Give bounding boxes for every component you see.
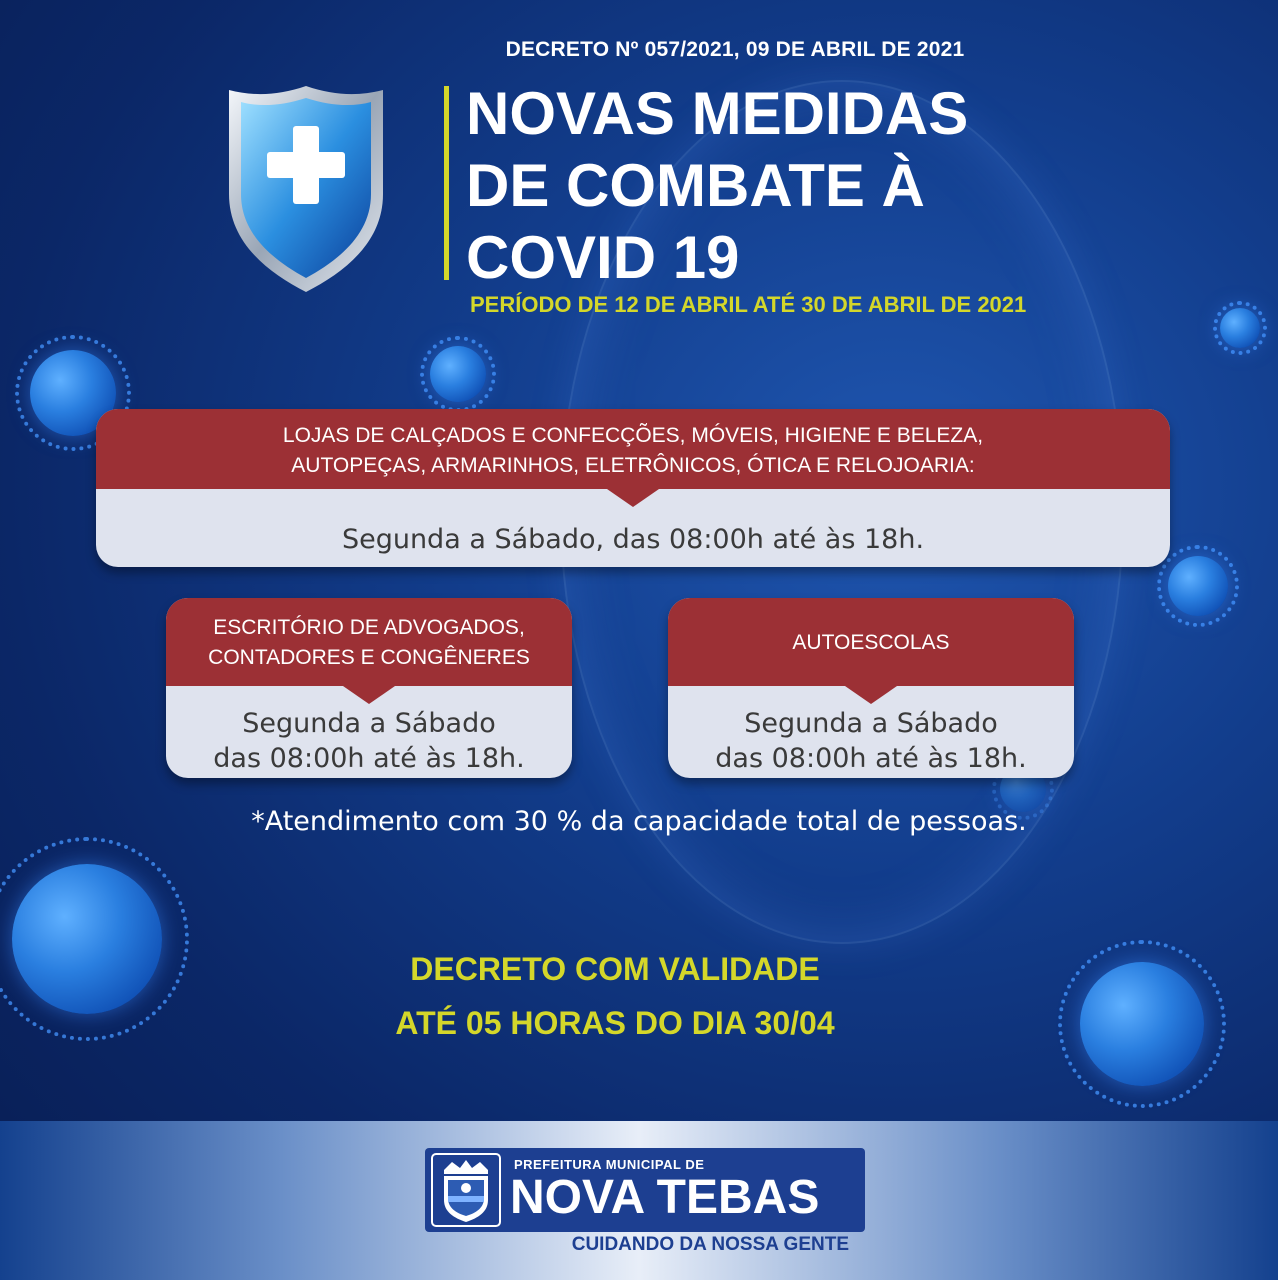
card-heading-line: AUTOESCOLAS	[792, 631, 950, 654]
validity-line: ATÉ 05 HORAS DO DIA 30/04	[395, 1005, 835, 1041]
virus-icon	[1080, 962, 1204, 1086]
card-schedule-line: das 08:00h até às 18h.	[715, 743, 1027, 774]
card-heading-line: AUTOPEÇAS, ARMARINHOS, ELETRÔNICOS, ÓTICA E RELOJOARIA:	[291, 454, 975, 477]
validity-line: DECRETO COM VALIDADE	[410, 951, 820, 987]
period-text: PERÍODO DE 12 DE ABRIL ATÉ 30 DE ABRIL DE 2021	[470, 292, 1027, 317]
org-name: NOVA TEBAS	[510, 1171, 820, 1224]
card-notch	[845, 686, 897, 704]
municipal-crest-icon	[430, 1152, 502, 1228]
card-heading	[96, 409, 1170, 489]
offices-schedule-card	[166, 598, 572, 778]
title-line: COVID 19	[466, 224, 740, 291]
virus-icon	[1168, 556, 1228, 616]
capacity-footnote: *Atendimento com 30 % da capacidade total de pessoas.	[251, 806, 1027, 837]
card-schedule: Segunda a Sábado, das 08:00h até às 18h.	[341, 524, 925, 555]
decree-number: DECRETO Nº 057/2021, 09 DE ABRIL DE 2021	[505, 38, 965, 61]
virus-icon	[12, 864, 162, 1014]
title-accent-bar	[444, 86, 449, 280]
org-prefix: PREFEITURA MUNICIPAL DE	[514, 1157, 705, 1172]
card-notch	[607, 489, 659, 507]
title-line: DE COMBATE À	[466, 152, 925, 219]
shield-plus-icon	[225, 82, 387, 296]
card-heading	[668, 598, 1074, 686]
virus-icon	[1220, 308, 1260, 348]
card-heading	[166, 598, 572, 686]
card-notch	[343, 686, 395, 704]
card-schedule-line: Segunda a Sábado	[744, 708, 998, 739]
card-schedule-line: Segunda a Sábado	[242, 708, 496, 739]
virus-icon	[430, 346, 486, 402]
card-heading-line: ESCRITÓRIO DE ADVOGADOS,	[213, 616, 525, 639]
org-tagline: CUIDANDO DA NOSSA GENTE	[571, 1234, 849, 1255]
validity-notice	[300, 942, 930, 1050]
driving-schools-schedule-card	[668, 598, 1074, 778]
card-schedule-line: das 08:00h até às 18h.	[213, 743, 525, 774]
card-heading-line: LOJAS DE CALÇADOS E CONFECÇÕES, MÓVEIS, HIGIENE E BELEZA,	[282, 424, 984, 447]
stores-schedule-card	[96, 409, 1170, 567]
title-line: NOVAS MEDIDAS	[466, 80, 969, 147]
main-title	[466, 78, 1086, 294]
card-heading-line: CONTADORES E CONGÊNERES	[208, 646, 530, 669]
